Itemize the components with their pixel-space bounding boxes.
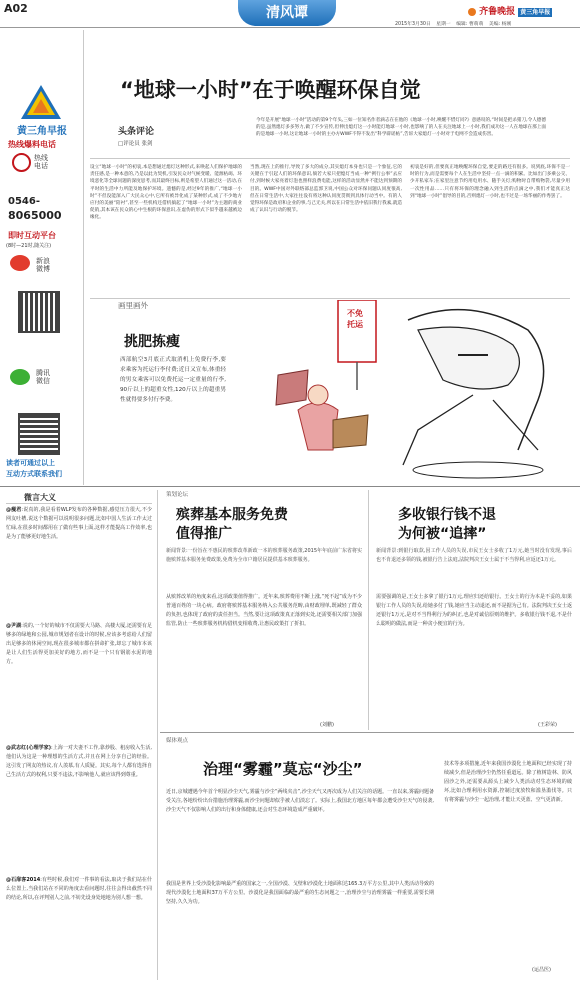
left-column-list	[6, 506, 152, 976]
list-item-tag: @瘦君	[6, 507, 22, 513]
wechat-icon	[10, 369, 30, 385]
editor: 编辑: 曹萌萌	[456, 22, 484, 27]
article-title-smog: 治理“雾霾”莫忘“沙尘”	[203, 760, 363, 778]
cartoon-sign-text: 不免托运	[347, 309, 363, 329]
article-title-bank-2: 为何被“追摔”	[398, 526, 487, 542]
list-item-text: 说真的,我是看着WLP发布的各种数据,感觉压力很大,不少网友吐槽,说这个数据可以说明很多问题,比如中国人生活工作太过忙碌,在很多时间都用在了做有些事上面,这样才能提高工作效率,也是为了能够更好地生活。	[6, 507, 152, 540]
main-column-b: 当然,现在上的推行,导致了多大的成分,其实熄灯本身也只是一个象征,它的关键在于引起人们的环保意识,倘若大家只把熄灯当成一种“例行公事”去应付,到时候大家亮着灯泡也照样浪费电能,这样的活动显然并不能达到预期的目的。WWF中国对外联络部总监郭卫说,中国公众对环保问题认同度很高,但在日常生活中,大家往往没有将这种认同度贯彻到具体行动当中。有的人觉得环保是政府和企业的事,与己无关,所以在日常生活中依旧我行我素,就造成了认识与行动的脱节。	[250, 165, 402, 214]
article-author-funeral: (刘鹏)	[320, 722, 334, 728]
designer: 美编: 杨刚	[488, 22, 512, 27]
list-item: @石扉客2014:有些时候,我们对一件事的看法,取决于我们站在什么位置上,当我们站在不同的角度去看问题时,往往会得出截然不同的结论,所以,在评判别人之前,不妨先设身处地地为别人想一想。	[6, 877, 152, 901]
page-number: A02	[4, 2, 28, 15]
list-item-text: 有些时候,我们对一件事的看法,取决于我们站在什么位置上,当我们站在不同的角度去看问题时,往往会得出截然不同的结论,所以,在评判别人之前,不妨先设身处地地为别人想一想。	[6, 877, 152, 901]
list-item-tag: @石扉客2014	[6, 877, 41, 883]
section-banner	[238, 0, 336, 26]
article-lead-bank: 新闻背景:到银行取款,因工作人员的失误,市民王女士多收了1万元,她当时没有发现,事后也不肯退还多领的钱,被银行告上法庭,法院判决王女士属于不当得利,应返还1万元。	[376, 548, 572, 563]
list-item-tag: @尹湖	[6, 623, 22, 629]
article-body-smog-b: 我国是世界上受沙漠化影响最严重的国家之一,全国沙漠、戈壁和沙漠化土地面积达165.3万平方公里,其中人类活动导致的现代沙漠化土地面积37万平方公里。沙漠化是我国面临的最严重的生态问题之一,治理沙尘与治理雾霾一样重要,需要长期坚持,久久为功。	[166, 881, 434, 905]
list-item-tag: @武志红(心理学家)	[6, 745, 52, 751]
brand-logo-icon	[21, 85, 61, 119]
phone-icon	[12, 153, 31, 172]
dateline: 2015年3月30日	[395, 22, 431, 27]
article-title-funeral-2: 值得推广	[176, 526, 232, 542]
byline: □评论员 张剑	[118, 141, 153, 147]
media-column-label: 媒体观点	[166, 738, 189, 744]
hotline-area: 0546-	[8, 196, 40, 207]
left-column-header: 微言大义	[24, 493, 56, 502]
article-author-bank: (王彩荣)	[538, 722, 557, 728]
article-body-funeral: 从殡葬改革的角度来看,这项政策值得推广。近年来,殡葬费用不断上涨,“死不起”成为不少普通百姓的一块心病。政府将殡葬基本服务纳入公共服务范畴,由财政埋单,既减轻了群众的负担,也体现了政府的责任担当。当然,要让这项政策真正落到实处,还需要相关部门加强监管,防止一些殡葬服务机构借机变相收费,让惠民政策打了折扣。	[166, 594, 362, 627]
masthead-name: 齐鲁晚报	[479, 7, 516, 17]
weekday: 星期一	[436, 22, 451, 27]
section-title: 清风谭	[266, 5, 308, 21]
weibo-label: 新浪微博	[36, 257, 50, 273]
wechat-label: 腾讯微信	[36, 369, 50, 385]
article-body-smog-c: 技术等多项措施,近年来我国沙漠化土地面积已经实现了持续减少,但是治理沙尘仍然任重道远。除了植树造林、防风固沙之外,还需要从源头上减少人类活动对生态环境的破坏,比如合理利用水资源,控制过度放牧和滥垦滥伐等。只有将雾霾与沙尘一起治理,才能让天更蓝、空气更清新。	[444, 761, 572, 803]
forum-column-label: 策划论坛	[166, 492, 189, 498]
main-column-a: 设立“地球一小时”的初衷,本是想通过熄灯这种形式,来唤起人们保护地球的责任感,是一种本意的,乃是以此为契机,引发民众对气候变暖、能源枯竭、环境恶化等全球问题的深度思考,而其最终目标,则是希望人们通过这一活动,在平时的生活中力所能及地保护环境。遗憾的是,经过9年的推广,“地球一小时”不但没能深入广大民众心中,它所有被异化成了某种形式,成了不少地方应付的美丽“陪衬”,甚至一些机构还借机搞起了“地球一小时”为主题的商业促销,其本该在民众的心中生根的环保意识,在虚伪的形式下似乎越来越被边缘化。	[90, 165, 242, 221]
list-item: @瘦君:说真的,我是看着WLP发布的各种数据,感觉压力很大,不少网友吐槽,说这个数据可以说明很多问题,比如中国人生活工作太过忙碌,在很多时间都用在了做有些事上面,这样才能提高工作效率,也是为了能够更好地生活。	[6, 507, 152, 540]
platform-hours: (8时—21时,随关注)	[6, 243, 52, 249]
list-item: @武志红(心理学家):上海一对夫妻不工作,靠炒股、租房收入生活,他们认为这是一种理想的生活方式,并且在网上分享自己的经验。这引发了网友的热议,有人羡慕,有人质疑。其实,每个人都有选择自己生活方式的权利,只要不违法,不影响他人,就应该得到尊重。	[6, 745, 152, 778]
hotline-title: 热线爆料电话	[8, 140, 56, 149]
article-lead-funeral: 新闻背景:一份旨在不惠民的殡葬改革新政一本的殡葬服务政策,2015年年底前广东省将实施殡葬基本服务免费政策,免费为全市户籍居民提供基本殡葬服务。	[166, 548, 362, 563]
hotline-number: 8065000	[8, 209, 62, 222]
sidebar	[6, 33, 76, 463]
cartoon-caption: 西部航空3月底正式取消机上免费行李,要求乘客为托运行李付费;近日又宣布,体重轻的男女乘客可以免费托运一定重量的行李,90斤以上的超重女性,120斤以上的超重男性就得要多付行李费。	[120, 357, 226, 403]
masthead	[468, 4, 552, 17]
article-author-smog: (运昌医)	[532, 967, 551, 973]
article-body-bank: 需要强调的是,王女士多拿了银行1万元,理应归还给银行。王女士的行为本是不妥的,如果银行工作人员的失误,给她多付了钱,她应当主动退还,而不是据为己有。法院判决王女士返还银行1万元,是对不当得利行为的纠正,也是对诚信原则的维护。多收银行钱不退,不是什么聪明的做法,而是一种贪小便宜的行为。	[376, 594, 572, 627]
hotline-label: 热线电话	[34, 154, 48, 170]
cartoon-illustration	[238, 300, 568, 480]
brand-name: 黄三角早报	[17, 126, 67, 137]
article-body-smog-a: 近日,京城遭遇今年首个明显沙尘天气,雾霾与沙尘“两线夹击”,沙尘天气又再次成为人们关注的话题。一直以来,雾霾问题备受关注,各地纷纷出台措施治理雾霾,而沙尘问题却似乎被人们淡忘了。实际上,我国北方地区每年都会遭受沙尘天气的侵袭,沙尘天气不仅影响人们的出行和身体健康,还会对生态环境造成严重破坏。	[166, 789, 434, 813]
list-item-text: 上海一对夫妻不工作,靠炒股、租房收入生活,他们认为这是一种理想的生活方式,并且在网上分享自己的经验。这引发了网友的热议,有人羡慕,有人质疑。其实,每个人都有选择自己生活方式的权利,只要不违法,不影响他人,就应该得到尊重。	[6, 745, 152, 778]
sidebar-footer-2: 互动方式联系我们	[6, 470, 62, 478]
edition-tag: 黄三角早报	[520, 9, 551, 16]
article-title-funeral-1: 殡葬基本服务免费	[176, 507, 288, 523]
weibo-qr-code	[18, 291, 60, 333]
cartoon-column-label: 画里画外	[118, 301, 148, 310]
wechat-qr-code	[18, 413, 60, 455]
headline: “地球一小时”在于唤醒环保自觉	[120, 78, 421, 102]
list-item: @尹湖:说的,一个好的城市不仅需要大马路、高楼大厦,还需要有足够多的绿地和公园,城市规划者在设计的时候,应该多考虑给人们留出足够多的休闲空间,现在很多城市都在拼命扩张,却忘了城市本该是让人们生活得更加美好的地方,而不是一个只有钢筋水泥的地方。	[6, 623, 152, 665]
main-column-c: 初衷是好的,但要真正地唤醒环保自觉,要走的路还有很多。说到底,环保不是一时的行为,而是需要每个人在生活中坚持一点一滴的积累。比如出门多乘公交、少开私家车;在家里注意节约用电用水、随手关灯;购物时自带购物袋,尽量少用一次性用品……只有将环保的理念融入到生活的点滴之中,我们才能真正达到“地球一小时”倡导的目的,否则熄灯一小时,也不过是一场华丽的作秀罢了。	[410, 165, 570, 199]
cartoon-title: 挑肥拣瘦	[124, 334, 180, 350]
masthead-logo-icon	[468, 8, 476, 16]
weibo-icon	[10, 255, 30, 271]
lead-paragraph: 今年是开展“地球一小时”活动的第9个年头,三如一位知名作者滴志在在他的《地球一小时,唤醒不惜灯同?》意感叹的,“时间是把杀猪刀,令人德德的是,虽然熄灯多多努力,做了不少宣传,但伸出熄灯这一小时能灯地球一小时,也影响了的人在关注地球上一小时,我们成功这一人在地球在那上面的是地球一小时,这让地球一小时的主办方WWF不得不发出“科学辟谣帖”,告诉大家熄灯一小时对于电网不会造成伤害。	[256, 118, 546, 138]
platform-title: 即时互动平台	[8, 231, 56, 240]
dateline-bar	[395, 20, 511, 27]
article-title-bank-1: 多收银行钱不退	[398, 507, 496, 523]
sidebar-footer-1: 读者可通过以上	[6, 459, 55, 467]
list-item-text: 说的,一个好的城市不仅需要大马路、高楼大厦,还需要有足够多的绿地和公园,城市规划者在设计的时候,应该多考虑给人们留出足够多的休闲空间,现在很多城市都在拼命扩张,却忘了城市本该是让人们生活得更加美好的地方,而不是一个只有钢筋水泥的地方。	[6, 623, 152, 665]
column-label: 头条评论	[118, 127, 155, 137]
